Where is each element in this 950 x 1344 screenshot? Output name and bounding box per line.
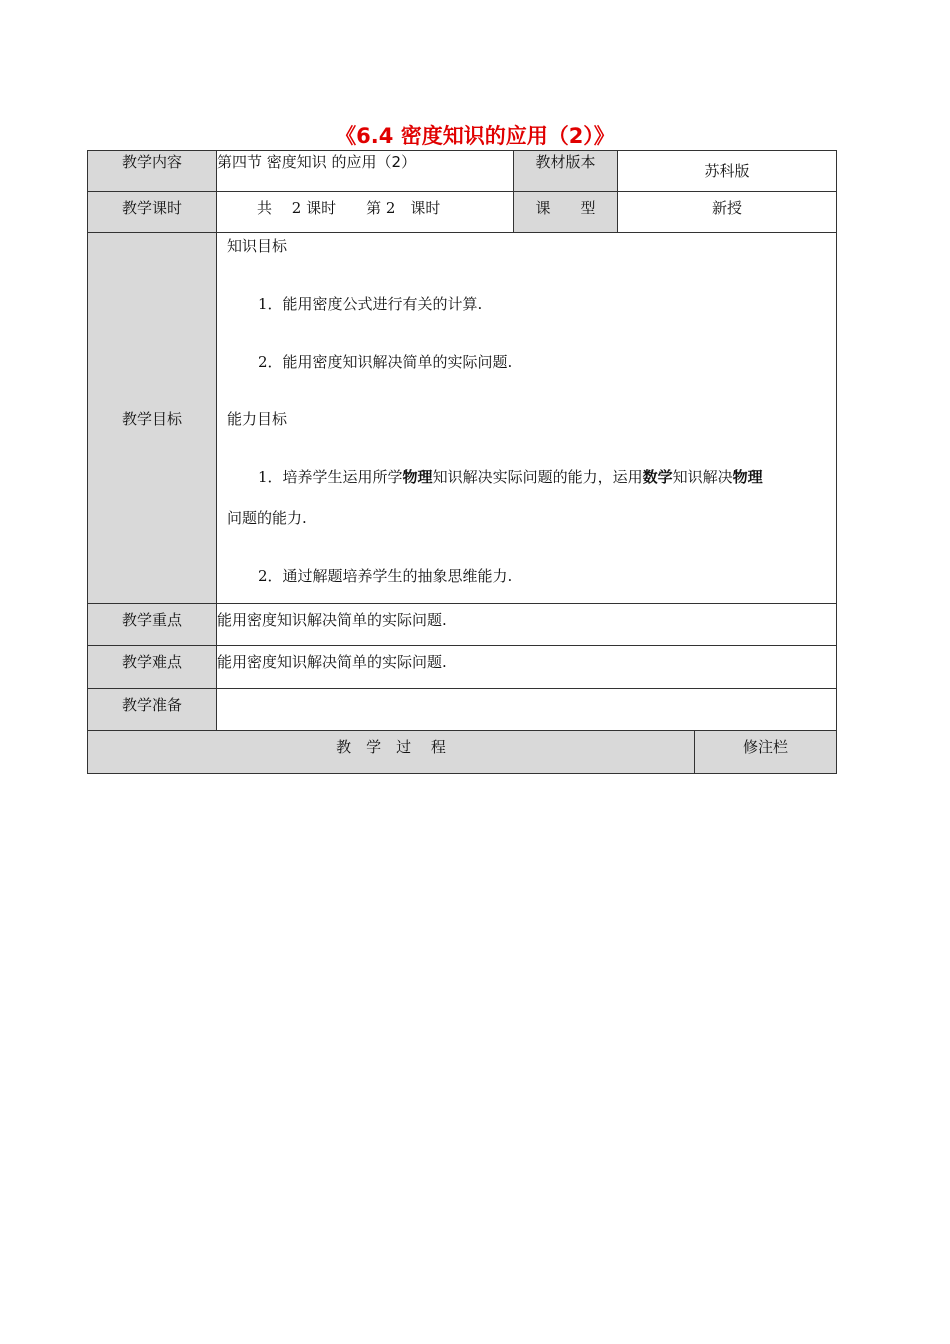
process-label: 教 学 过 程 (88, 731, 695, 774)
notes-label: 修注栏 (695, 731, 837, 774)
lesson-plan-table (87, 150, 837, 774)
hours-value: 共 2 课时 第 2 课时 (217, 192, 514, 233)
ability-1-text-c: 知识解决实际问题的能力，运用 (432, 468, 643, 486)
ability-1-bold-math: 数学 (642, 468, 673, 486)
edition-label: 教材版本 (514, 151, 618, 192)
row-difficulty (88, 646, 837, 689)
ability-item-2: 2．通过解题培养学生的抽象思维能力. (258, 567, 513, 585)
ability-1-text-e: 知识解决 (672, 468, 733, 486)
row-key (88, 604, 837, 646)
document-title: 《6.4 密度知识的应用（2）》 (335, 124, 615, 148)
row-content (88, 151, 837, 192)
knowledge-item-1: 1．能用密度公式进行有关的计算. (258, 295, 483, 313)
edition-value: 苏科版 (618, 151, 837, 192)
difficulty-label: 教学难点 (88, 646, 217, 689)
ability-1-bold-physics: 物理 (402, 468, 433, 486)
ability-item-1 (227, 467, 826, 487)
row-process (88, 731, 837, 774)
goals-content (217, 233, 837, 604)
content-label: 教学内容 (88, 151, 217, 192)
difficulty-value: 能用密度知识解决简单的实际问题. (217, 646, 837, 689)
key-label: 教学重点 (88, 604, 217, 646)
knowledge-item-2: 2．能用密度知识解决简单的实际问题. (258, 353, 513, 371)
row-goals (88, 233, 837, 604)
ability-item-1-cont: 问题的能力. (227, 509, 307, 527)
goals-label: 教学目标 (88, 233, 217, 604)
key-value: 能用密度知识解决简单的实际问题. (217, 604, 837, 646)
row-hours (88, 192, 837, 233)
content-value: 第四节 密度知识 的应用（2） (217, 151, 514, 192)
prep-value (217, 689, 837, 731)
ability-1-text-a: 1．培养学生运用所学 (258, 468, 403, 486)
row-prep (88, 689, 837, 731)
ability-heading: 能力目标 (227, 410, 288, 428)
knowledge-heading: 知识目标 (227, 237, 288, 255)
type-label: 课 型 (514, 192, 618, 233)
prep-label: 教学准备 (88, 689, 217, 731)
ability-1-bold-physics-2: 物理 (732, 468, 763, 486)
hours-label: 教学课时 (88, 192, 217, 233)
type-value: 新授 (618, 192, 837, 233)
